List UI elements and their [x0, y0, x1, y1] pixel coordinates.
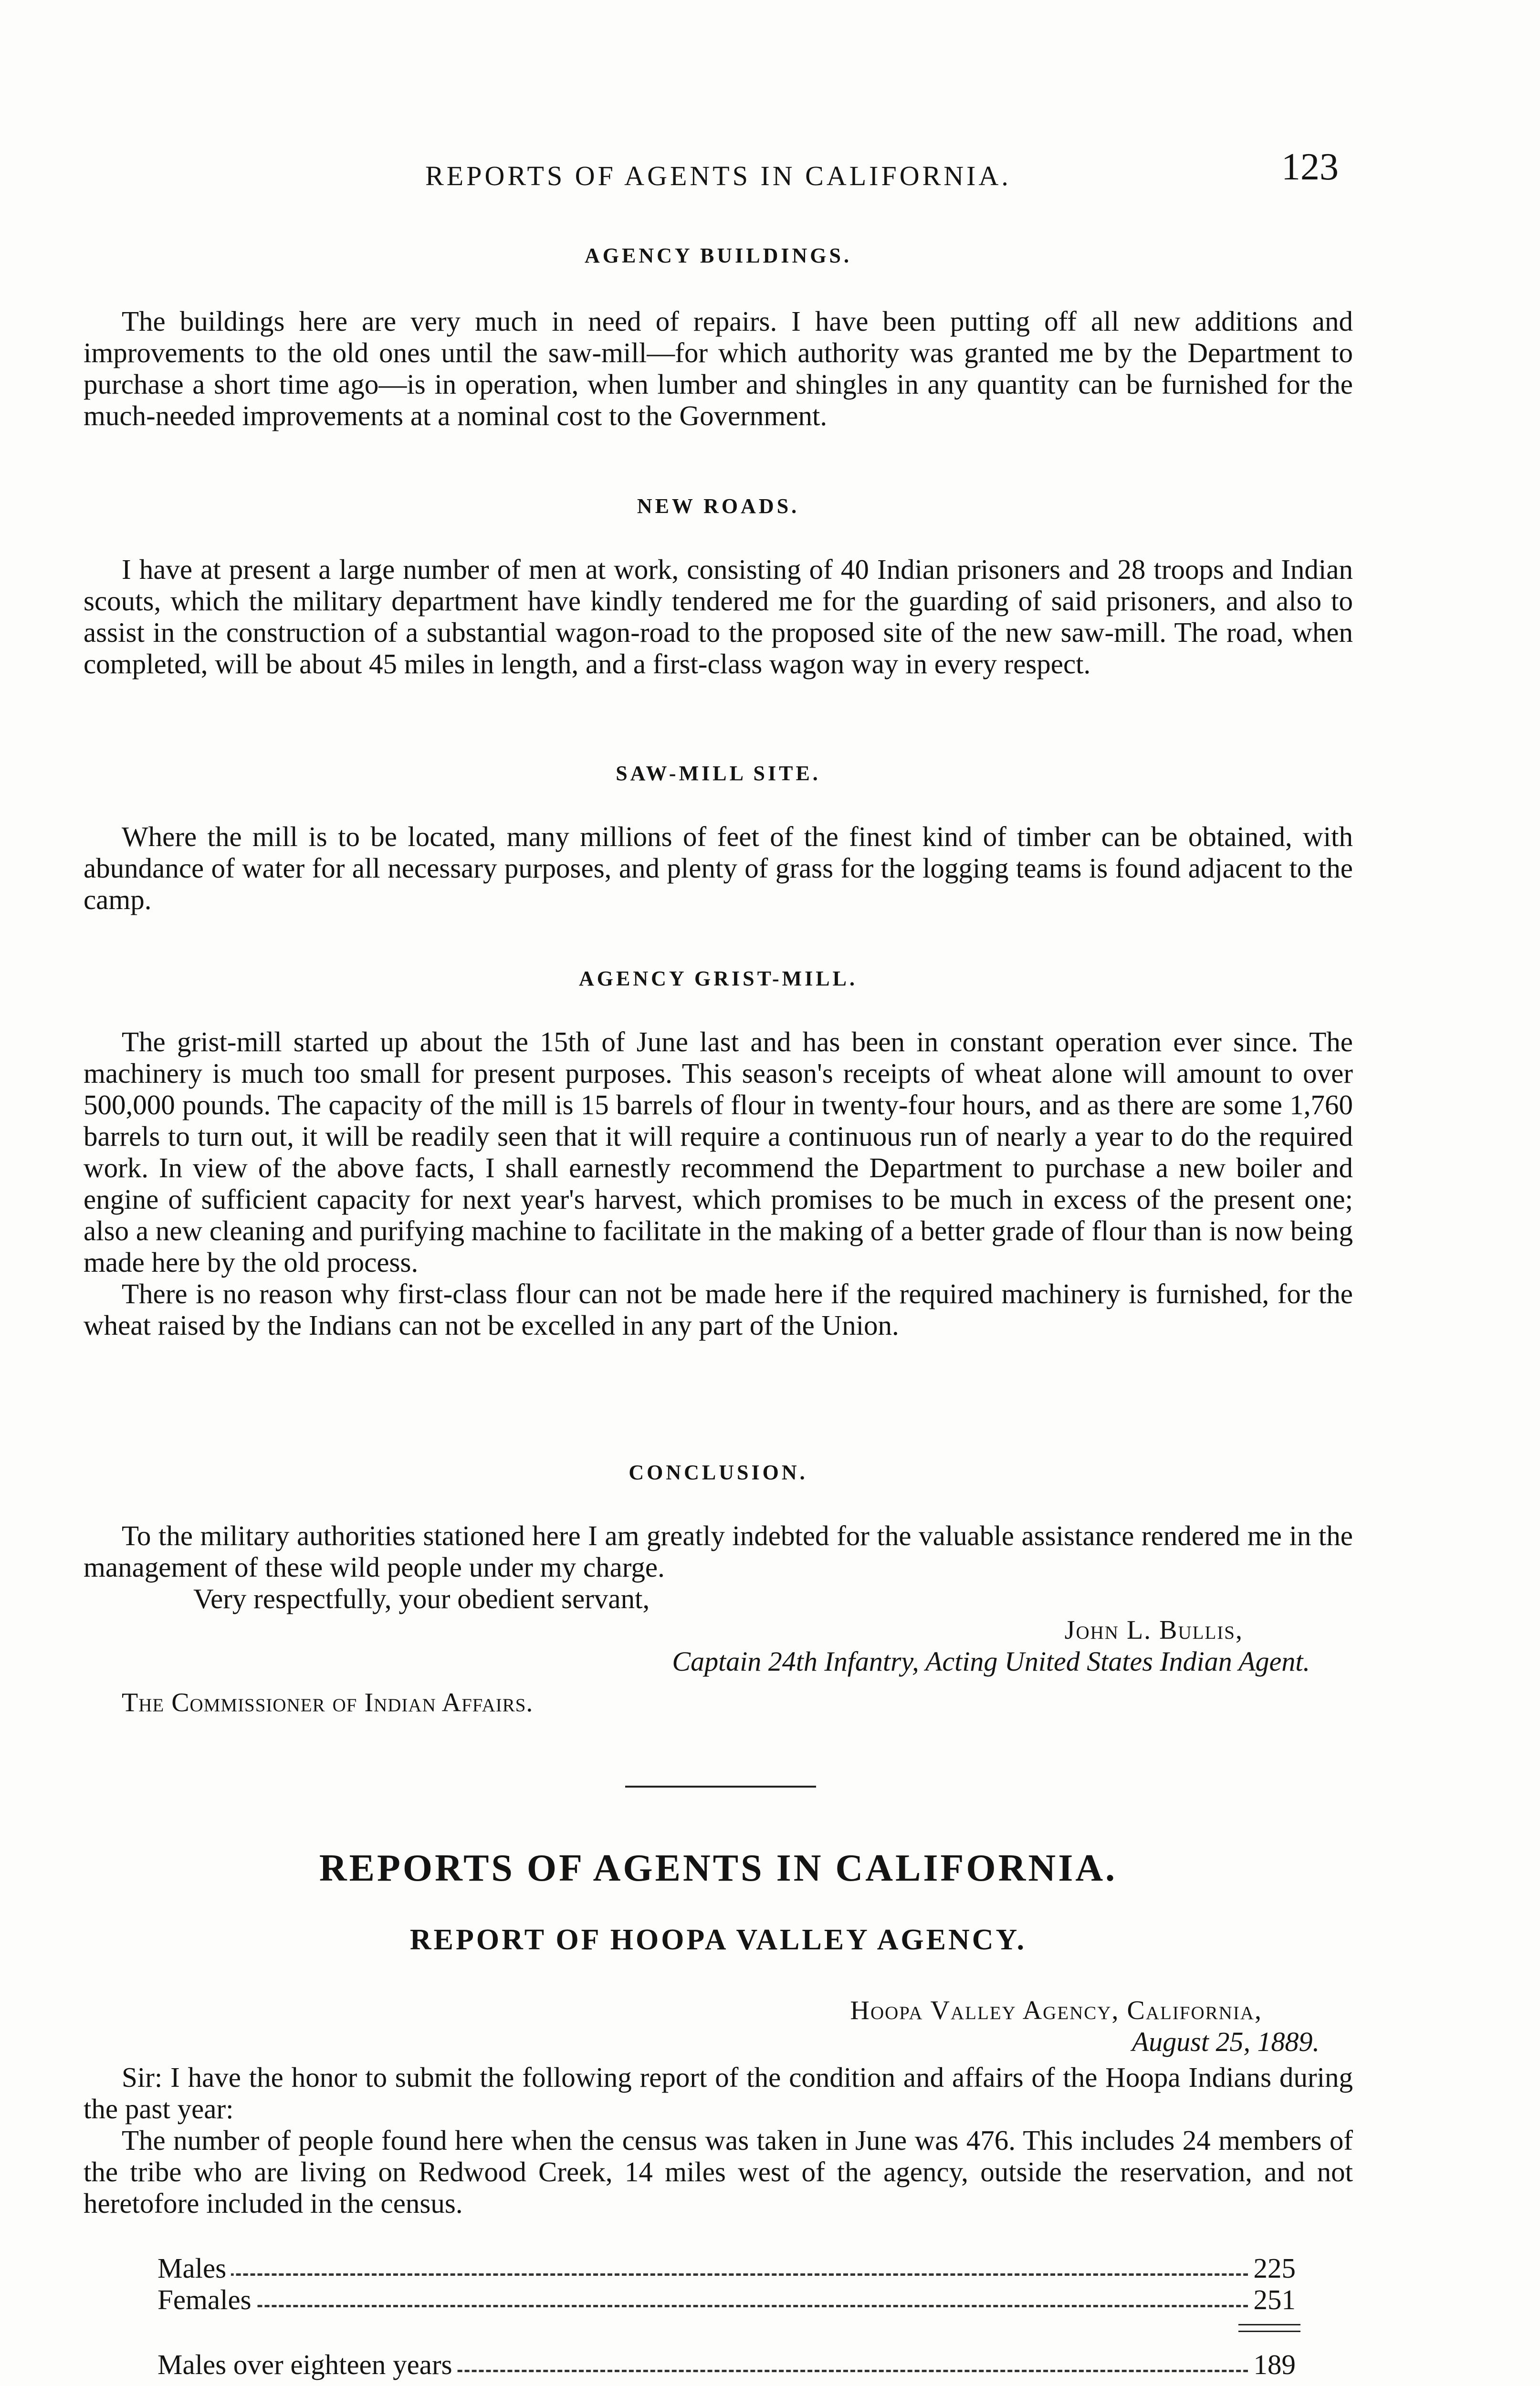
paragraph: To the military authorities stationed here I am greatly indebted for the valuable assistance rendered me in the management of these wild people under my charge. [84, 1520, 1353, 1583]
dateline-place: Hoopa Valley Agency, California, [850, 1996, 1262, 2025]
section-body [84, 821, 1353, 915]
census-row [84, 2284, 1353, 2315]
census-row [84, 2252, 1353, 2284]
census-value: 251 [1248, 2284, 1296, 2315]
section-heading: NEW ROADS. [637, 494, 800, 518]
page-number: 123 [1281, 146, 1339, 188]
running-head [84, 146, 1353, 198]
section-heading: CONCLUSION. [629, 1461, 808, 1484]
leader-dots [157, 2273, 1291, 2276]
paragraph: Where the mill is to be located, many millions of feet of the finest kind of timber can be obtained, with abundance of water for all necessary purposes, and plenty of grass for the logging teams is found adjacent to the camp. [84, 821, 1353, 915]
leader-dots [157, 2305, 1291, 2307]
report-sub-heading: REPORT OF HOOPA VALLEY AGENCY. [409, 1924, 1027, 1956]
section-heading: AGENCY GRIST-MILL. [579, 967, 858, 990]
running-head-title: REPORTS OF AGENTS IN CALIFORNIA. [425, 160, 1011, 191]
report-dateline [84, 1995, 1353, 2058]
section-body [84, 305, 1353, 431]
census-label: Females [157, 2284, 256, 2315]
paragraph: I have at present a large number of men at work, consisting of 40 Indian prisoners and 28 troops and Indian scouts, which the military department have kindly tendered me for the guarding of said prisoners, and also to assist in the construction of a substantial wagon-road to the proposed site of the new saw-mill. The road, when completed, will be about 45 miles in length, and a first-class wagon way in every respect. [84, 554, 1353, 680]
total-rule [84, 2315, 1353, 2349]
paragraph: Sir: I have the honor to submit the following report of the condition and affairs of the Hoopa Indians during the past year: [84, 2062, 1353, 2124]
paragraph: The grist-mill started up about the 15th of June last and has been in constant operation ever since. The machinery is much too small for present purposes. This season's receipts of wheat alone will amount to over 500,000 pounds. The capacity of the mill is 15 barrels of flour in twenty-four hours, and as there are some 1,760 barrels to turn out, it will be readily seen that it will require a continuous run of nearly a year to do the required work. In view of the above facts, I shall earnestly recommend the Department to purchase a new boiler and engine of sufficient capacity for next year's harvest, which promises to be much in excess of the present one; also a new cleaning and purifying machine to facilitate in the making of a better grade of flour than is now being made here by the old process. [84, 1026, 1353, 1278]
section-conclusion [84, 1460, 1353, 1485]
dateline-date-text: August 25, 1889. [1131, 2026, 1320, 2057]
census-label: Males over eighteen years [157, 2349, 457, 2380]
paragraph: The number of people found here when the census was taken in June was 476. This includes 24 members of the tribe who are living on Redwood Creek, 14 miles west of the agency, outside the reservation, and not heretofore included in the census. [84, 2124, 1353, 2219]
addressee: The Commissioner of Indian Affairs. [122, 1688, 534, 1717]
census-label: Males [157, 2252, 231, 2284]
rule-line [1238, 2324, 1300, 2325]
report-subheader [84, 1923, 1353, 1957]
census-row [84, 2349, 1353, 2380]
section-agency-buildings [84, 243, 1353, 268]
section-body [84, 1520, 1353, 1718]
report-header [84, 1847, 1353, 1890]
signature-name: John L. Bullis, [1064, 1615, 1243, 1645]
section-new-roads [84, 494, 1353, 518]
report-main-heading: REPORTS OF AGENTS IN CALIFORNIA. [319, 1847, 1118, 1889]
section-body [84, 1026, 1353, 1341]
paragraph: The buildings here are very much in need of repairs. I have been putting off all new additions and improvements to the old ones until the saw-mill—for which authority was granted me by the Department to purchase a short time ago—is in operation, when lumber and shingles in any quantity can be furnished for the much-needed improvements at a nominal cost to the Government. [84, 305, 1353, 431]
dateline-date [84, 2026, 1353, 2058]
section-divider [625, 1786, 816, 1788]
section-heading: SAW-MILL SITE. [616, 762, 821, 785]
census-table [84, 2252, 1353, 2380]
closing-line: Very respectfully, your obedient servant, [193, 1583, 650, 1614]
section-saw-mill-site [84, 761, 1353, 785]
census-value: 189 [1248, 2349, 1296, 2380]
section-body [84, 554, 1353, 680]
section-agency-grist-mill [84, 966, 1353, 991]
report-body [84, 2062, 1353, 2219]
signature-title: Captain 24th Infantry, Acting United States Indian Agent. [672, 1646, 1310, 1677]
section-heading: AGENCY BUILDINGS. [584, 244, 852, 267]
census-value: 225 [1248, 2252, 1296, 2284]
rule-line [1238, 2331, 1300, 2332]
paragraph: There is no reason why first-class flour can not be made here if the required machinery is furnished, for the wheat raised by the Indians can not be excelled in any part of the Union. [84, 1278, 1353, 1341]
